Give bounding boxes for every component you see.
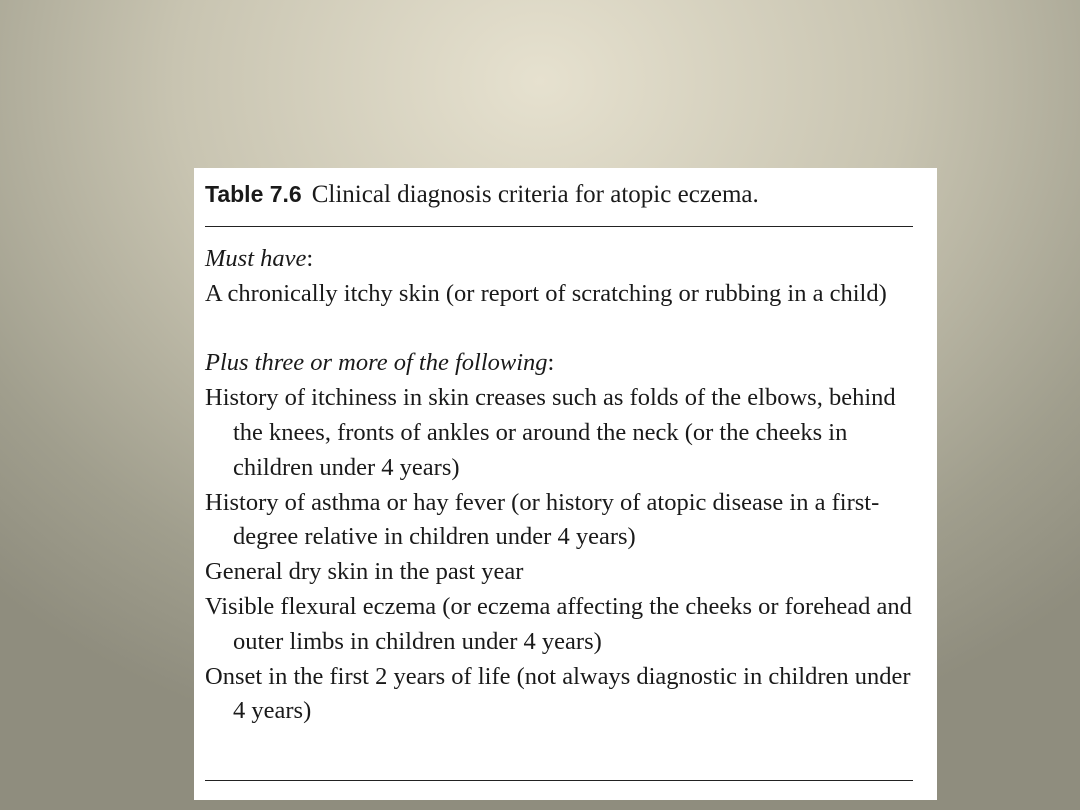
criterion-item: Visible flexural eczema (or eczema affecting the cheeks or forehead and outer limbs in children under 4 years): [205, 592, 912, 655]
criterion-item: General dry skin in the past year: [205, 558, 524, 586]
section-spacer: [205, 312, 917, 347]
criterion-item: Onset in the first 2 years of life (not always diagnostic in children under 4 years): [205, 662, 911, 725]
top-rule: [205, 226, 913, 227]
section-heading-plus-three: Plus three or more of the following:: [205, 349, 555, 377]
bottom-rule: [205, 780, 913, 781]
table-caption: [205, 178, 759, 211]
criterion-item: History of asthma or hay fever (or history of atopic disease in a first-degree relative in children under 4 years): [205, 488, 880, 551]
table-title: Clinical diagnosis criteria for atopic eczema.: [311, 181, 759, 208]
table-number: Table 7.6: [205, 181, 302, 207]
criterion-item: A chronically itchy skin (or report of scratching or rubbing in a child): [205, 279, 887, 307]
table-body: [205, 242, 917, 729]
criterion-item: History of itchiness in skin creases such as folds of the elbows, behind the knees, fronts of ankles or around the neck (or the cheeks in children under 4 years): [205, 384, 896, 481]
table-figure: [194, 168, 937, 800]
section-heading-must-have: Must have:: [205, 245, 314, 272]
